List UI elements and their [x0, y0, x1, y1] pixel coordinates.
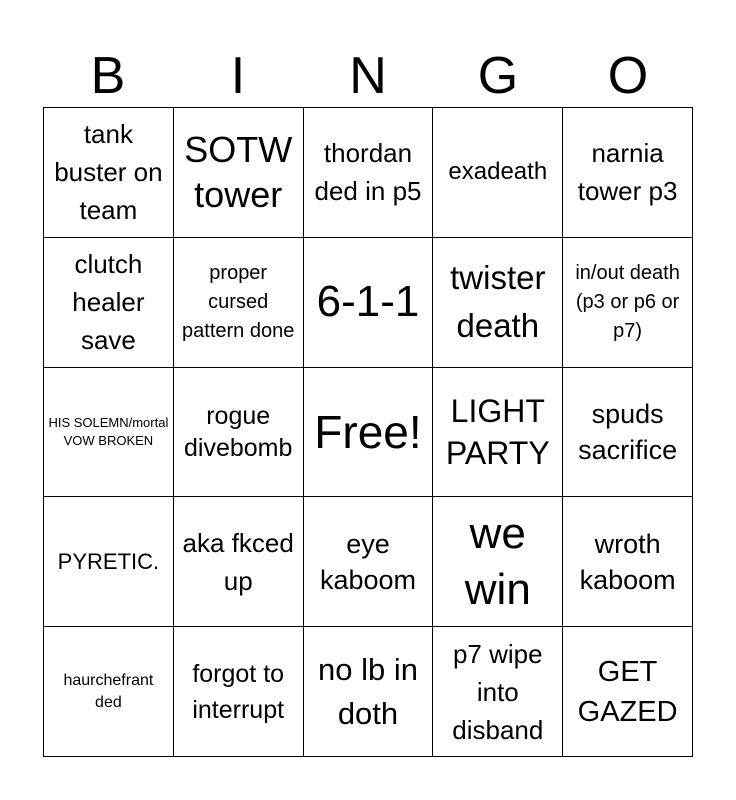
- cell-text: PYRETIC.: [57, 549, 160, 575]
- bingo-cell-r2c1[interactable]: [44, 238, 174, 368]
- cell-text: spuds sacrifice: [578, 398, 678, 465]
- bingo-cell-r3c3[interactable]: [304, 368, 434, 498]
- bingo-cell-r2c2[interactable]: [174, 238, 304, 368]
- cell-text: haurchefrant ded: [63, 671, 154, 711]
- bingo-cell-r2c4[interactable]: [433, 238, 563, 368]
- bingo-cell-r2c5[interactable]: [563, 238, 693, 368]
- cell-text: twister death: [450, 259, 546, 345]
- header-letter-g: G: [477, 47, 519, 105]
- bingo-cell-r1c5[interactable]: [563, 108, 693, 238]
- cell-text: thordan ded in p5: [314, 138, 422, 207]
- header-letter-n: N: [349, 47, 387, 105]
- cell-text: in/out death (p3 or p6 or p7): [575, 261, 680, 342]
- cell-text: exadeath: [448, 158, 548, 186]
- cell-text: GET GAZED: [577, 655, 678, 728]
- bingo-cell-r1c3[interactable]: [304, 108, 434, 238]
- cell-text: tank buster on team: [54, 119, 163, 226]
- bingo-cell-r1c1[interactable]: [44, 108, 174, 238]
- bingo-cell-r4c3[interactable]: [304, 497, 434, 627]
- cell-text: Free!: [314, 405, 422, 458]
- cell-text: eye kaboom: [319, 528, 417, 595]
- bingo-cell-r5c3[interactable]: [304, 627, 434, 757]
- cell-text: wroth kaboom: [579, 528, 676, 595]
- cell-text: HIS SOLEMN/mortal VOW BROKEN: [48, 414, 169, 448]
- bingo-header: [43, 46, 693, 106]
- bingo-cell-r5c2[interactable]: [174, 627, 304, 757]
- bingo-cell-r3c2[interactable]: [174, 368, 304, 498]
- cell-text: we win: [464, 508, 531, 614]
- header-letter-o: O: [607, 47, 649, 105]
- cell-text: 6-1-1: [316, 277, 420, 327]
- bingo-cell-r2c3[interactable]: [304, 238, 434, 368]
- cell-text: p7 wipe into disband: [452, 638, 544, 745]
- cell-text: LIGHT PARTY: [445, 392, 550, 471]
- bingo-card: [43, 107, 693, 757]
- cell-text: rogue divebomb: [183, 401, 293, 462]
- cell-text: forgot to interrupt: [192, 659, 285, 724]
- header-letter-b: B: [90, 47, 126, 105]
- bingo-cell-r4c5[interactable]: [563, 497, 693, 627]
- bingo-cell-r1c4[interactable]: [433, 108, 563, 238]
- bingo-cell-r3c5[interactable]: [563, 368, 693, 498]
- bingo-cell-r1c2[interactable]: [174, 108, 304, 238]
- bingo-cell-r3c4[interactable]: [433, 368, 563, 498]
- bingo-cell-r4c4[interactable]: [433, 497, 563, 627]
- cell-text: clutch healer save: [72, 249, 145, 356]
- bingo-cell-r4c2[interactable]: [174, 497, 304, 627]
- cell-text: proper cursed pattern done: [182, 261, 295, 342]
- bingo-cell-r5c5[interactable]: [563, 627, 693, 757]
- bingo-cell-r3c1[interactable]: [44, 368, 174, 498]
- cell-text: narnia tower p3: [577, 138, 678, 207]
- bingo-cell-r5c1[interactable]: [44, 627, 174, 757]
- cell-text: SOTW tower: [184, 129, 293, 216]
- bingo-cell-r4c1[interactable]: [44, 497, 174, 627]
- bingo-cell-r5c4[interactable]: [433, 627, 563, 757]
- header-letter-i: I: [230, 47, 246, 105]
- cell-text: aka fkced up: [182, 527, 294, 596]
- cell-text: no lb in doth: [318, 651, 418, 731]
